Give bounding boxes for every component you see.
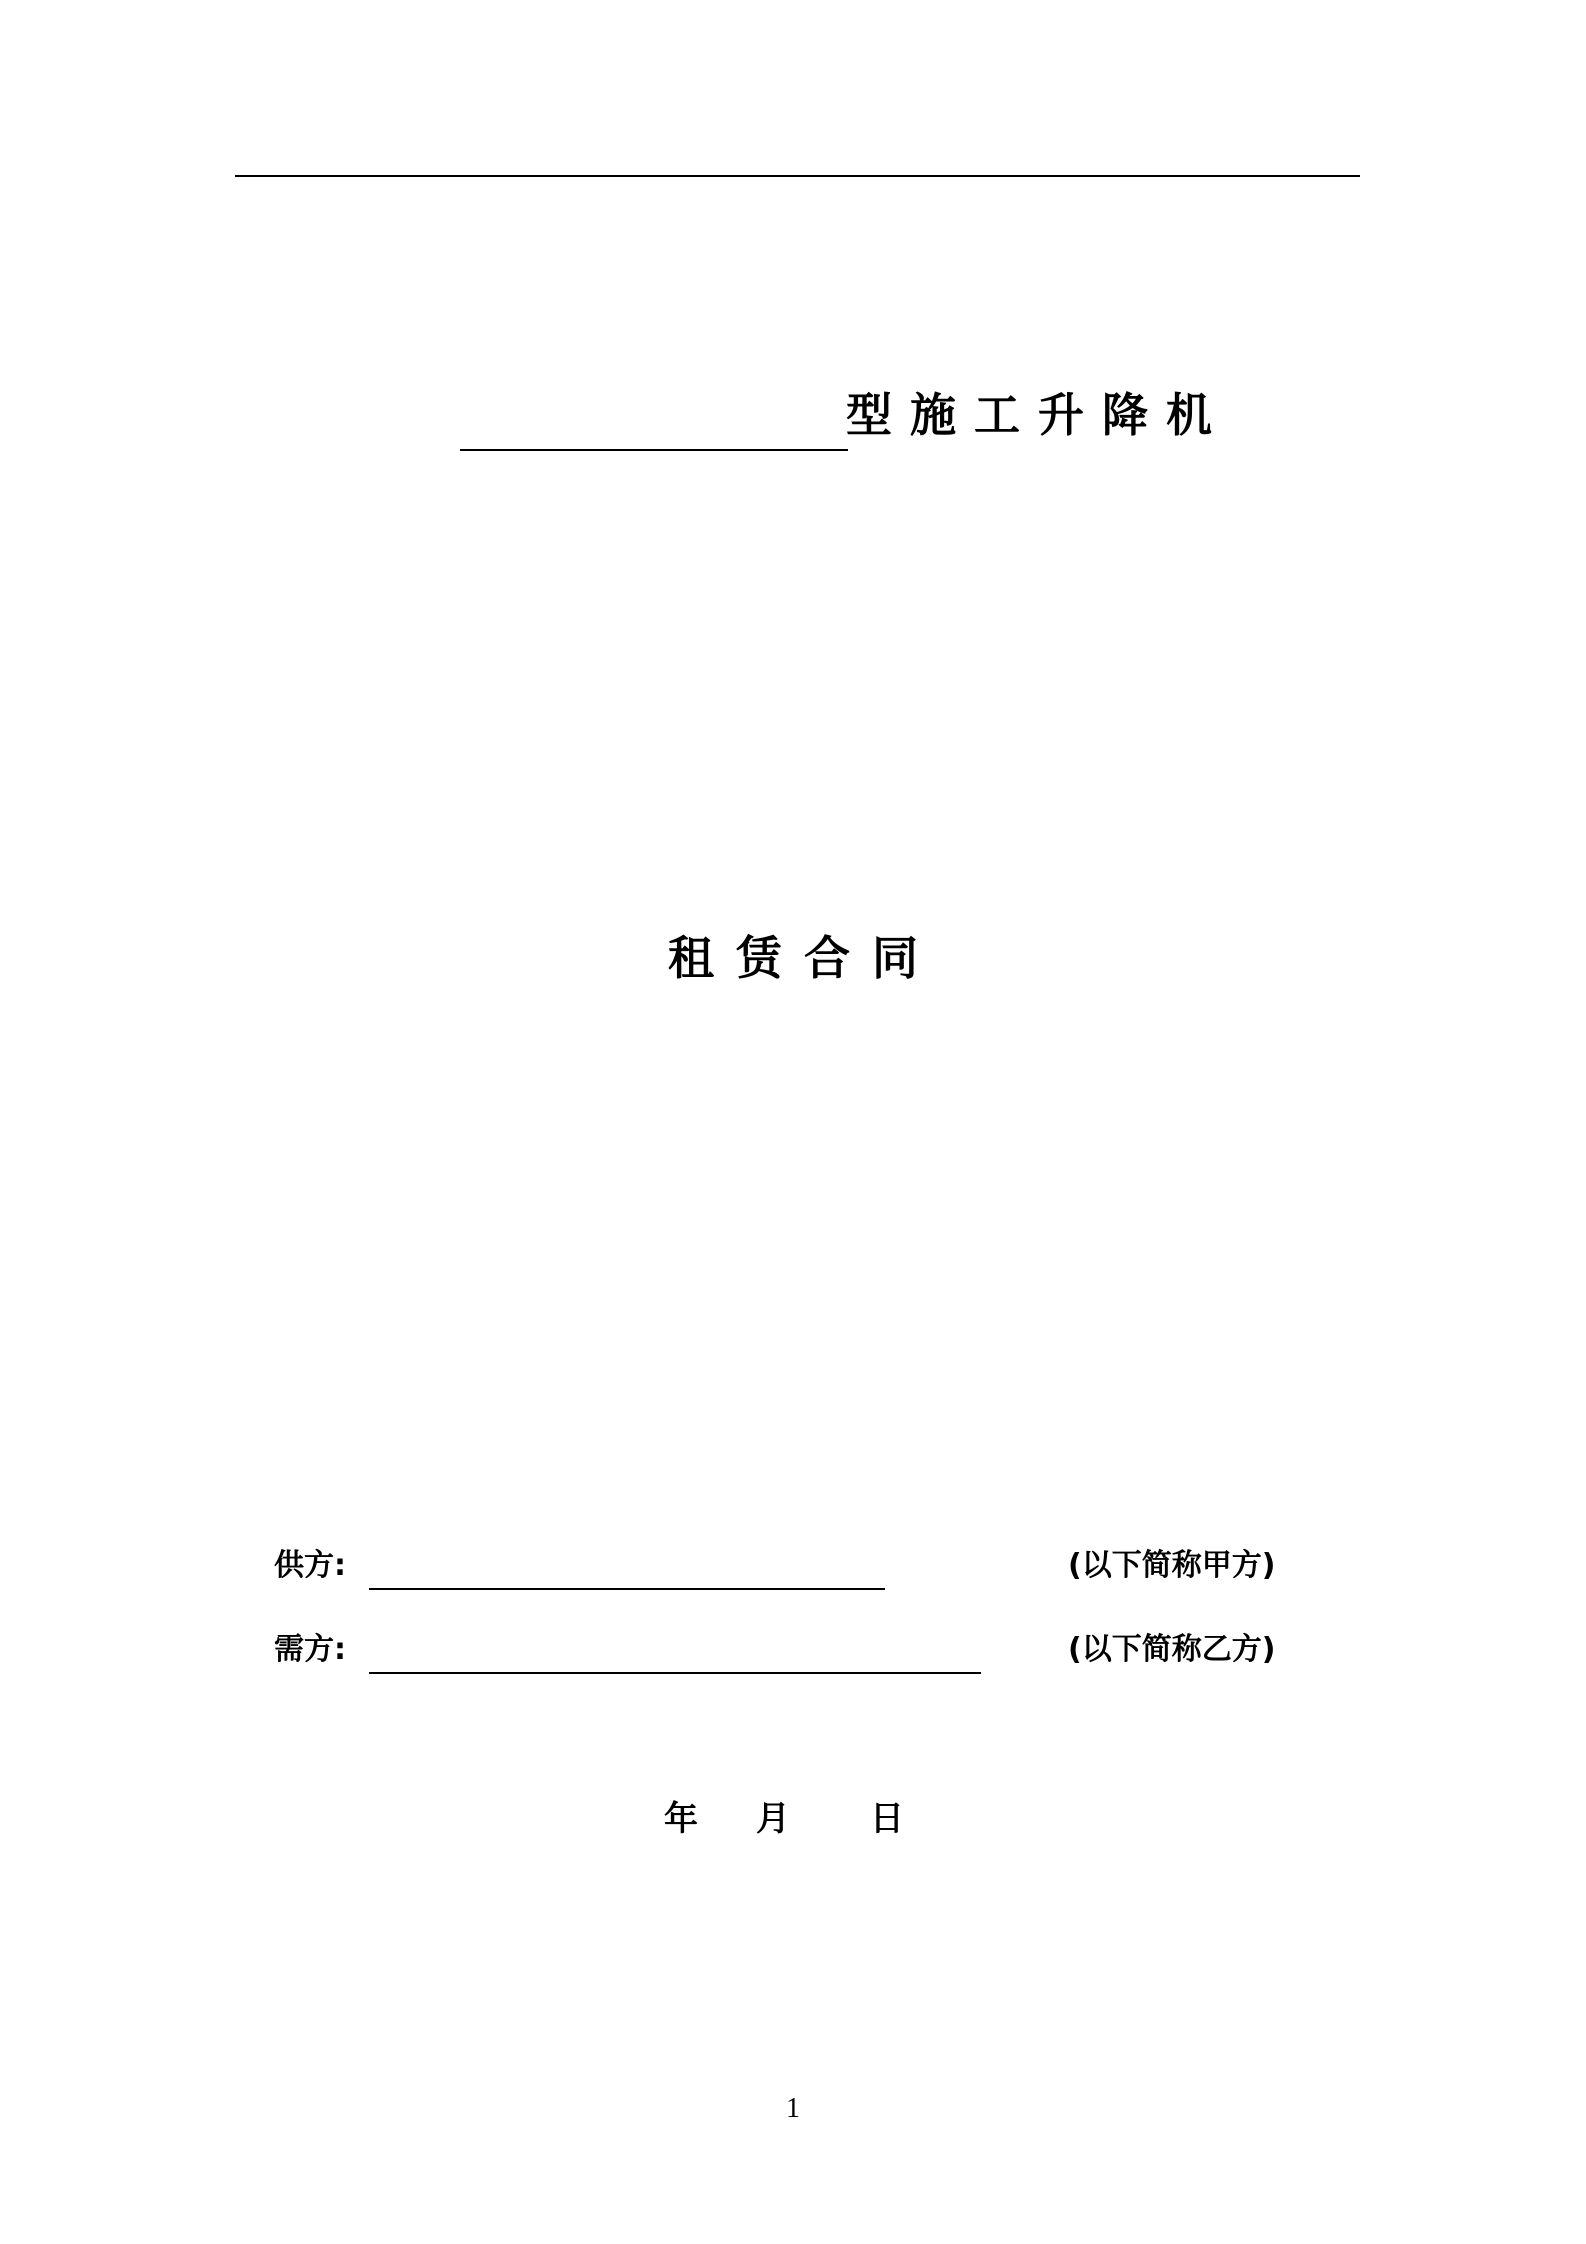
demander-field[interactable] bbox=[369, 1672, 981, 1674]
product-title: 型施工升降机 bbox=[846, 388, 1230, 442]
demander-note: (以下简称乙方) bbox=[1068, 1632, 1276, 1667]
contract-title: 租赁合同 bbox=[668, 931, 940, 985]
date-day-label: 日 bbox=[870, 1799, 904, 1839]
model-fill-blank[interactable] bbox=[460, 449, 848, 451]
date-year-label: 年 bbox=[664, 1799, 698, 1839]
date-month-label: 月 bbox=[756, 1799, 790, 1839]
supplier-label: 供方: bbox=[274, 1548, 346, 1583]
supplier-field[interactable] bbox=[369, 1588, 885, 1590]
supplier-note: (以下简称甲方) bbox=[1068, 1548, 1276, 1583]
page-number: 1 bbox=[786, 2093, 800, 2124]
header-rule bbox=[235, 175, 1360, 177]
demander-label: 需方: bbox=[274, 1632, 346, 1667]
